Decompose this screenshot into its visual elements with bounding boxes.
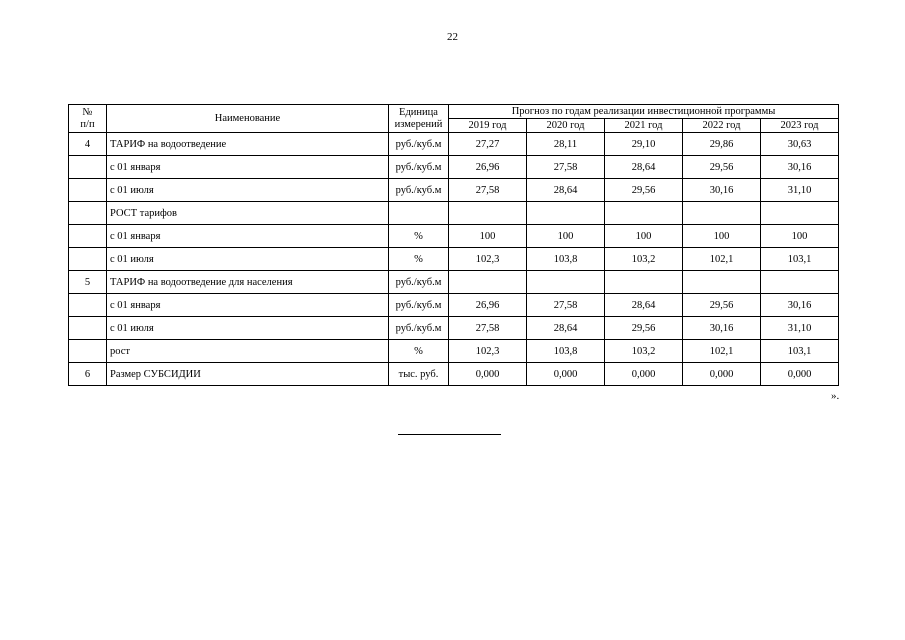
table-row [69, 156, 839, 179]
header-year: 2019 год [449, 119, 527, 133]
row-unit: руб./куб.м [389, 317, 449, 340]
row-value: 103,1 [761, 340, 839, 363]
row-unit: % [389, 248, 449, 271]
row-name: с 01 июля [107, 317, 389, 340]
row-name: с 01 января [107, 225, 389, 248]
table-row [69, 363, 839, 386]
row-value: 28,64 [527, 179, 605, 202]
row-name: рост [107, 340, 389, 363]
row-unit: руб./куб.м [389, 179, 449, 202]
row-value: 0,000 [761, 363, 839, 386]
row-value: 29,56 [605, 317, 683, 340]
header-name: Наименование [107, 105, 389, 133]
row-number [69, 156, 107, 179]
row-unit: руб./куб.м [389, 294, 449, 317]
table-row [69, 202, 839, 225]
row-value: 102,3 [449, 248, 527, 271]
row-value [605, 202, 683, 225]
row-value: 100 [527, 225, 605, 248]
row-value: 28,64 [605, 294, 683, 317]
row-value: 27,27 [449, 133, 527, 156]
row-value [761, 271, 839, 294]
row-number: 4 [69, 133, 107, 156]
header-year: 2020 год [527, 119, 605, 133]
row-value: 102,1 [683, 340, 761, 363]
row-value [527, 271, 605, 294]
row-name: с 01 июля [107, 248, 389, 271]
table-row [69, 317, 839, 340]
row-unit: руб./куб.м [389, 271, 449, 294]
row-name: с 01 января [107, 156, 389, 179]
row-value: 0,000 [605, 363, 683, 386]
row-value: 30,16 [683, 179, 761, 202]
row-value: 29,56 [683, 156, 761, 179]
row-value [449, 202, 527, 225]
header-unit-label: Единица измерений [394, 106, 443, 130]
row-value: 103,2 [605, 340, 683, 363]
row-value: 100 [449, 225, 527, 248]
row-unit [389, 202, 449, 225]
row-value: 100 [761, 225, 839, 248]
row-value: 29,56 [683, 294, 761, 317]
row-value: 31,10 [761, 179, 839, 202]
row-value: 0,000 [449, 363, 527, 386]
row-unit: тыс. руб. [389, 363, 449, 386]
table-row [69, 179, 839, 202]
header-year: 2022 год [683, 119, 761, 133]
header-year: 2023 год [761, 119, 839, 133]
row-number [69, 340, 107, 363]
row-value [527, 202, 605, 225]
header-number [69, 105, 107, 133]
row-name: с 01 июля [107, 179, 389, 202]
header-unit [389, 105, 449, 133]
table-row [69, 225, 839, 248]
row-name: ТАРИФ на водоотведение для населения [107, 271, 389, 294]
table-row [69, 340, 839, 363]
row-value [761, 202, 839, 225]
row-value: 30,16 [761, 294, 839, 317]
row-unit: % [389, 225, 449, 248]
row-value: 29,86 [683, 133, 761, 156]
row-value: 30,16 [761, 156, 839, 179]
row-name: с 01 января [107, 294, 389, 317]
table-row [69, 271, 839, 294]
row-value: 28,64 [527, 317, 605, 340]
row-name: ТАРИФ на водоотведение [107, 133, 389, 156]
row-number [69, 294, 107, 317]
row-value: 26,96 [449, 156, 527, 179]
row-value: 26,96 [449, 294, 527, 317]
row-value [605, 271, 683, 294]
row-number [69, 225, 107, 248]
row-value: 31,10 [761, 317, 839, 340]
header-number-label: № п/п [80, 106, 95, 130]
header-year: 2021 год [605, 119, 683, 133]
header-forecast: Прогноз по годам реализации инвестиционной программы [449, 105, 839, 119]
table-row [69, 248, 839, 271]
row-value [449, 271, 527, 294]
row-value: 27,58 [527, 294, 605, 317]
row-number: 5 [69, 271, 107, 294]
row-value: 30,63 [761, 133, 839, 156]
table-row [69, 294, 839, 317]
row-value: 103,2 [605, 248, 683, 271]
page-number: 22 [447, 31, 458, 43]
row-value: 100 [605, 225, 683, 248]
row-value: 102,3 [449, 340, 527, 363]
row-name: Размер СУБСИДИИ [107, 363, 389, 386]
row-number [69, 202, 107, 225]
row-unit: руб./куб.м [389, 133, 449, 156]
row-value: 27,58 [449, 317, 527, 340]
row-number [69, 179, 107, 202]
row-value: 28,64 [605, 156, 683, 179]
row-value: 0,000 [683, 363, 761, 386]
row-number: 6 [69, 363, 107, 386]
tariff-forecast-table [68, 104, 839, 386]
row-value: 27,58 [449, 179, 527, 202]
row-value: 103,1 [761, 248, 839, 271]
closing-quote: ». [831, 390, 840, 402]
row-value: 27,58 [527, 156, 605, 179]
row-value [683, 202, 761, 225]
row-number [69, 248, 107, 271]
footer-divider [398, 434, 501, 435]
row-value: 30,16 [683, 317, 761, 340]
row-number [69, 317, 107, 340]
row-value: 0,000 [527, 363, 605, 386]
row-name: РОСТ тарифов [107, 202, 389, 225]
row-value: 102,1 [683, 248, 761, 271]
row-unit: руб./куб.м [389, 156, 449, 179]
row-unit: % [389, 340, 449, 363]
row-value: 100 [683, 225, 761, 248]
row-value [683, 271, 761, 294]
row-value: 29,10 [605, 133, 683, 156]
row-value: 103,8 [527, 340, 605, 363]
table-body [69, 133, 839, 386]
row-value: 28,11 [527, 133, 605, 156]
table-row [69, 133, 839, 156]
row-value: 29,56 [605, 179, 683, 202]
row-value: 103,8 [527, 248, 605, 271]
